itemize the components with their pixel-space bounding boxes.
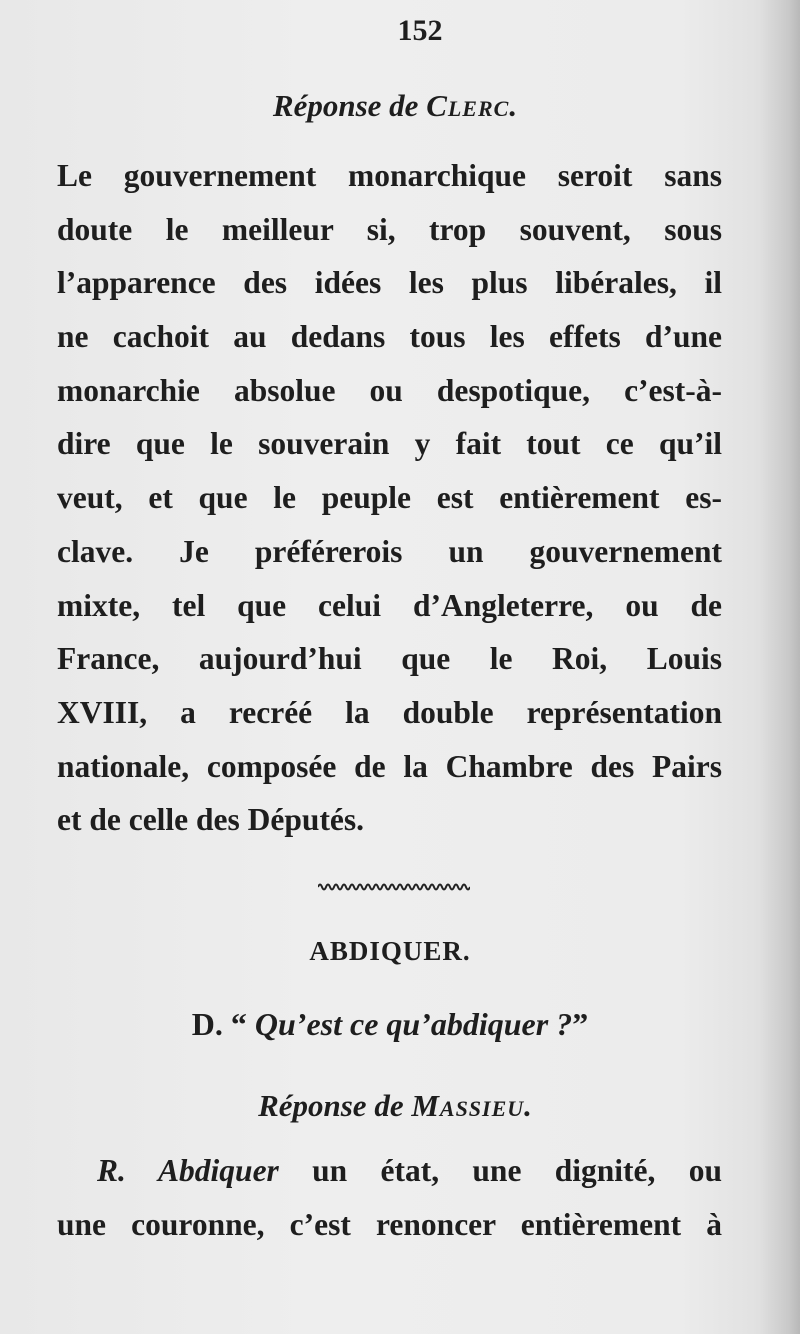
question-text: Qu’est ce qu’abdiquer ? [254, 1006, 573, 1042]
answer-line-rest: un état, une dignité, ou [278, 1153, 722, 1188]
paragraph-line: l’apparence des idées les plus libérales, il [57, 265, 722, 301]
paragraph-line: mixte, tel que celui d’Angleterre, ou de [57, 587, 722, 623]
heading-name: Massieu [411, 1088, 525, 1123]
clerc-answer-paragraph [57, 149, 722, 847]
heading-name: Clerc [426, 88, 510, 123]
paragraph-line: et de celle des Députés. [57, 802, 365, 838]
section-heading-massieu [0, 1086, 790, 1126]
question-line [0, 1006, 780, 1043]
paragraph-line: dire que le souverain y fait tout ce qu’il [57, 426, 722, 462]
heading-prefix: Réponse de [272, 88, 427, 123]
paragraph-line: France, aujourd’hui que le Roi, Louis [57, 641, 722, 677]
paragraph-line [57, 1144, 722, 1198]
paragraph-line: nationale, composée de la Chambre des Pairs [57, 748, 722, 784]
paragraph-line: doute le meilleur si, trop souvent, sous [57, 211, 722, 247]
entry-title: ABDIQUER. [309, 936, 471, 966]
question-prefix: D. “ [191, 1006, 255, 1042]
paragraph-line: ne cachoit au dedans tous les effets d’une [57, 319, 722, 355]
ornamental-divider [318, 882, 470, 892]
heading-suffix: . [524, 1088, 532, 1123]
massieu-answer-paragraph [57, 1144, 722, 1251]
paragraph-line: monarchie absolue ou despotique, c’est-à- [57, 372, 722, 408]
page-gutter-shadow [760, 0, 800, 1334]
heading-suffix: . [509, 88, 518, 123]
paragraph-line: veut, et que le peuple est entièrement es- [57, 480, 722, 516]
heading-prefix: Réponse de [258, 1088, 412, 1123]
question-suffix: ” [572, 1006, 589, 1042]
paragraph-line: XVIII, a recréé la double représentation [57, 694, 722, 730]
paragraph-line: clave. Je préférerois un gouvernement [57, 533, 722, 569]
answer-lead: R. Abdiquer [97, 1153, 279, 1188]
paragraph-line: Le gouvernement monarchique seroit sans [57, 158, 722, 193]
section-heading-clerc [0, 86, 790, 126]
page-number: 152 [397, 14, 443, 47]
paragraph-line: une couronne, c’est renoncer entièrement à [57, 1206, 722, 1242]
